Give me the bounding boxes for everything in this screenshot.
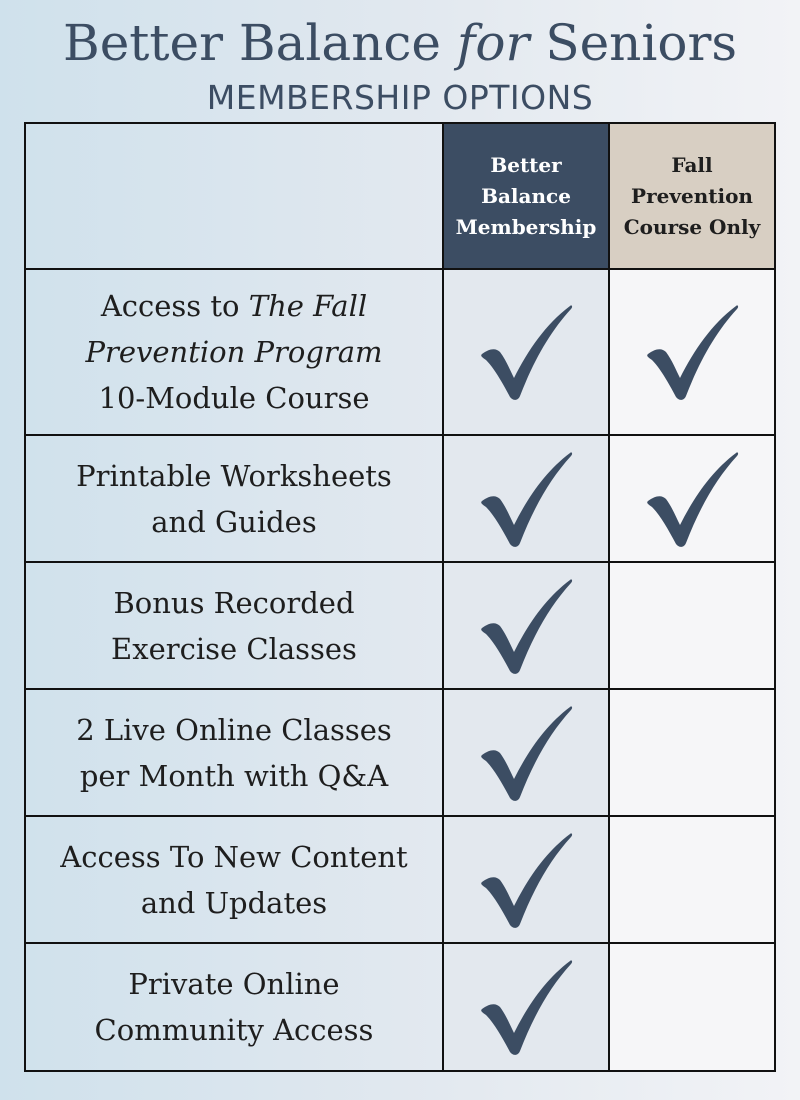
course-only-cell [610, 563, 774, 690]
header-blank-cell [26, 124, 444, 270]
membership-cell [444, 270, 610, 436]
membership-cell [444, 817, 610, 944]
feature-line: 2 Live Online Classes [76, 712, 392, 747]
feature-line: and Guides [151, 504, 317, 539]
membership-cell [444, 944, 610, 1070]
plan-header-line: Membership [455, 214, 597, 239]
plan-header-course-only [610, 124, 774, 270]
feature-label [26, 563, 444, 690]
feature-line: Printable Worksheets [76, 458, 392, 493]
course-only-cell [610, 690, 774, 817]
course-only-cell [610, 817, 774, 944]
feature-label [26, 270, 444, 436]
page-title [0, 8, 800, 78]
page-subtitle: MEMBERSHIP OPTIONS [206, 78, 594, 117]
check-mark-icon [478, 957, 574, 1057]
plan-header-line: Course Only [623, 214, 761, 239]
feature-label [26, 944, 444, 1070]
check-mark-icon [478, 576, 574, 676]
feature-line: Access To New Content [60, 839, 408, 874]
feature-line: per Month with Q&A [79, 758, 389, 793]
feature-line: 10-Module Course [98, 381, 370, 415]
feature-line: Community Access [94, 1013, 374, 1047]
membership-cell [444, 436, 610, 563]
feature-line: Exercise Classes [111, 631, 357, 666]
comparison-table [24, 122, 776, 1072]
course-only-cell [610, 436, 774, 563]
title-part-2: Seniors [529, 14, 738, 72]
feature-line: Private Online [128, 967, 340, 1001]
membership-cell [444, 563, 610, 690]
check-mark-icon [644, 302, 740, 402]
check-mark-icon [478, 302, 574, 402]
plan-header-line: Prevention [631, 183, 753, 208]
feature-line: Bonus Recorded [113, 585, 355, 620]
course-only-cell [610, 270, 774, 436]
check-mark-icon [478, 830, 574, 930]
check-mark-icon [478, 703, 574, 803]
feature-line-italic: The Fall [248, 289, 368, 323]
plan-header-membership [444, 124, 610, 270]
check-mark-icon [644, 449, 740, 549]
membership-cell [444, 690, 610, 817]
feature-label [26, 690, 444, 817]
course-only-cell [610, 944, 774, 1070]
title-italic-word: for [456, 14, 530, 72]
plan-header-line: Balance [481, 183, 571, 208]
check-mark-icon [478, 449, 574, 549]
plan-header-line: Better [490, 152, 562, 177]
feature-label [26, 817, 444, 944]
feature-label [26, 436, 444, 563]
feature-line: Access to [100, 289, 249, 323]
title-part-1: Better Balance [62, 14, 457, 72]
plan-header-line: Fall [671, 152, 713, 177]
feature-line: and Updates [140, 885, 328, 920]
feature-line-italic: Prevention Program [85, 335, 383, 369]
